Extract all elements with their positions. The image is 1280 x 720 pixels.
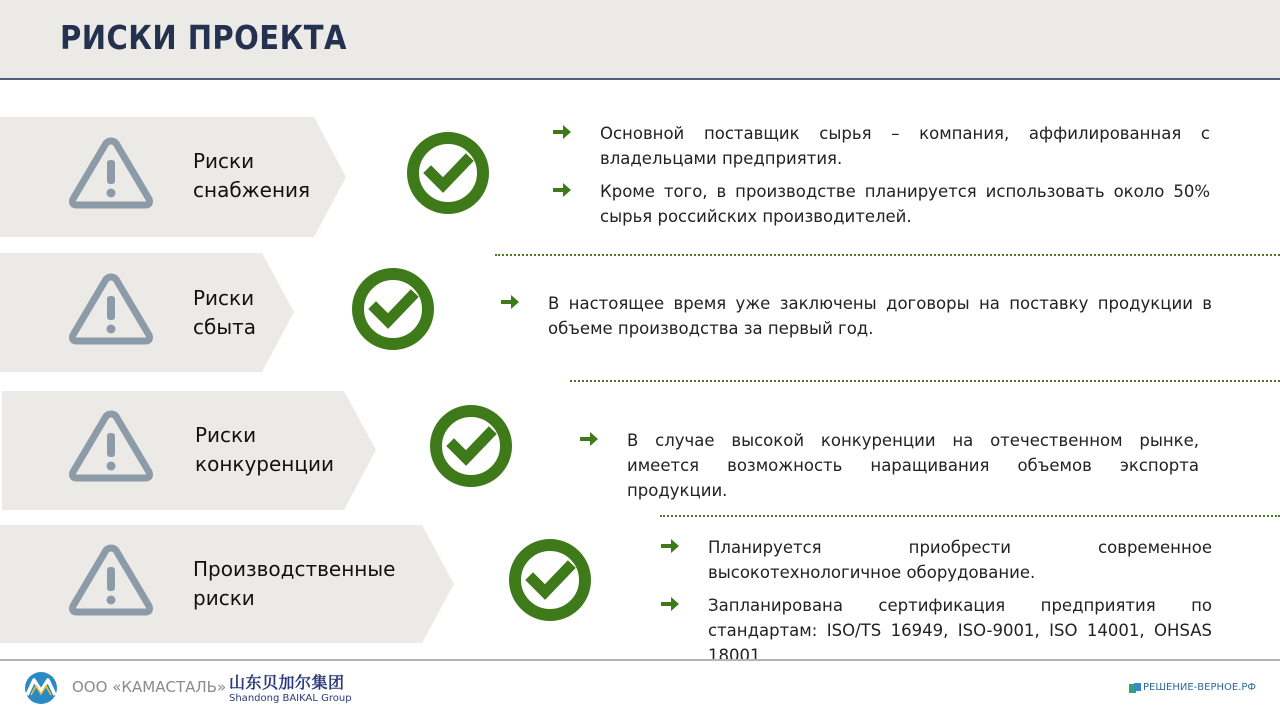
check-circle-icon — [429, 404, 513, 488]
risk-label — [195, 421, 334, 479]
arrow-right-icon — [552, 181, 572, 199]
risk-label-line2: риски — [193, 586, 255, 610]
bullet-list — [552, 121, 1210, 237]
check-circle-icon — [508, 538, 592, 622]
risk-label — [193, 284, 256, 342]
risk-label-line2: сбыта — [193, 315, 257, 339]
site-logo-icon — [1129, 683, 1141, 694]
list-item — [552, 121, 1210, 171]
page-title: РИСКИ ПРОЕКТА — [60, 18, 347, 57]
bullet-text: В настоящее время уже заключены договоры на поставку продукции в объеме производства за первый год. — [548, 294, 1212, 338]
risk-label — [193, 147, 310, 205]
arrow-right-icon — [500, 293, 520, 311]
risk-label-line2: конкуренции — [195, 452, 334, 476]
header-bar — [0, 0, 1280, 80]
arrow-right-icon — [660, 537, 680, 555]
company-logo-icon — [22, 671, 60, 705]
bullet-list — [660, 535, 1212, 676]
dotted-divider — [660, 515, 1280, 517]
footer-divider — [0, 659, 1280, 661]
list-item — [500, 291, 1212, 341]
footer-company-name: ООО «КАМАСТАЛЬ» — [72, 678, 227, 696]
risk-label-line1: Риски — [193, 286, 255, 310]
risk-row-supply — [0, 117, 1280, 237]
warning-triangle-icon — [67, 135, 155, 211]
footer-partner-name-cn: 山东贝加尔集团 — [229, 673, 345, 692]
risk-label-line1: Производственные — [193, 557, 396, 581]
risk-row-sales — [0, 253, 1280, 372]
bullet-list — [579, 428, 1199, 511]
list-item — [579, 428, 1199, 503]
bullet-text: В случае высокой конкуренции на отечественном рынке, имеется возможность наращивания объемов экспорта продукции. — [627, 431, 1199, 500]
dotted-divider — [570, 380, 1280, 382]
risk-label-line2: снабжения — [193, 178, 311, 202]
list-item — [552, 179, 1210, 229]
bullet-text: Основной поставщик сырья – компания, аффилированная с владельцами предприятия. — [600, 124, 1210, 168]
bullet-text: Планируется приобрести современное высокотехнологичное оборудование. — [708, 538, 1212, 582]
warning-triangle-icon — [67, 271, 155, 347]
footer-partner-name-en: Shandong BAIKAL Group — [229, 693, 352, 704]
check-circle-icon — [406, 131, 490, 215]
arrow-right-icon — [660, 595, 680, 613]
arrow-right-icon — [552, 123, 572, 141]
warning-triangle-icon — [67, 408, 155, 484]
warning-triangle-icon — [67, 542, 155, 618]
list-item — [660, 593, 1212, 668]
risk-label — [193, 555, 395, 613]
risk-label-line1: Риски — [195, 423, 257, 447]
risk-row-competition — [0, 391, 1280, 510]
risk-row-production — [0, 525, 1280, 665]
risk-label-line1: Риски — [193, 149, 255, 173]
bullet-list — [500, 291, 1212, 349]
check-circle-icon — [351, 267, 435, 351]
bullet-text: Кроме того, в производстве планируется использовать около 50% сырья российских производителей. — [600, 182, 1210, 226]
arrow-right-icon — [579, 430, 599, 448]
list-item — [660, 535, 1212, 585]
footer-site-link[interactable]: РЕШЕНИЕ-ВЕРНОЕ.РФ — [1143, 682, 1257, 693]
bullet-text: Запланирована сертификация предприятия по стандартам: ISO/TS 16949, ISO-9001, ISO 14001, OHSAS 18001 — [708, 596, 1212, 665]
